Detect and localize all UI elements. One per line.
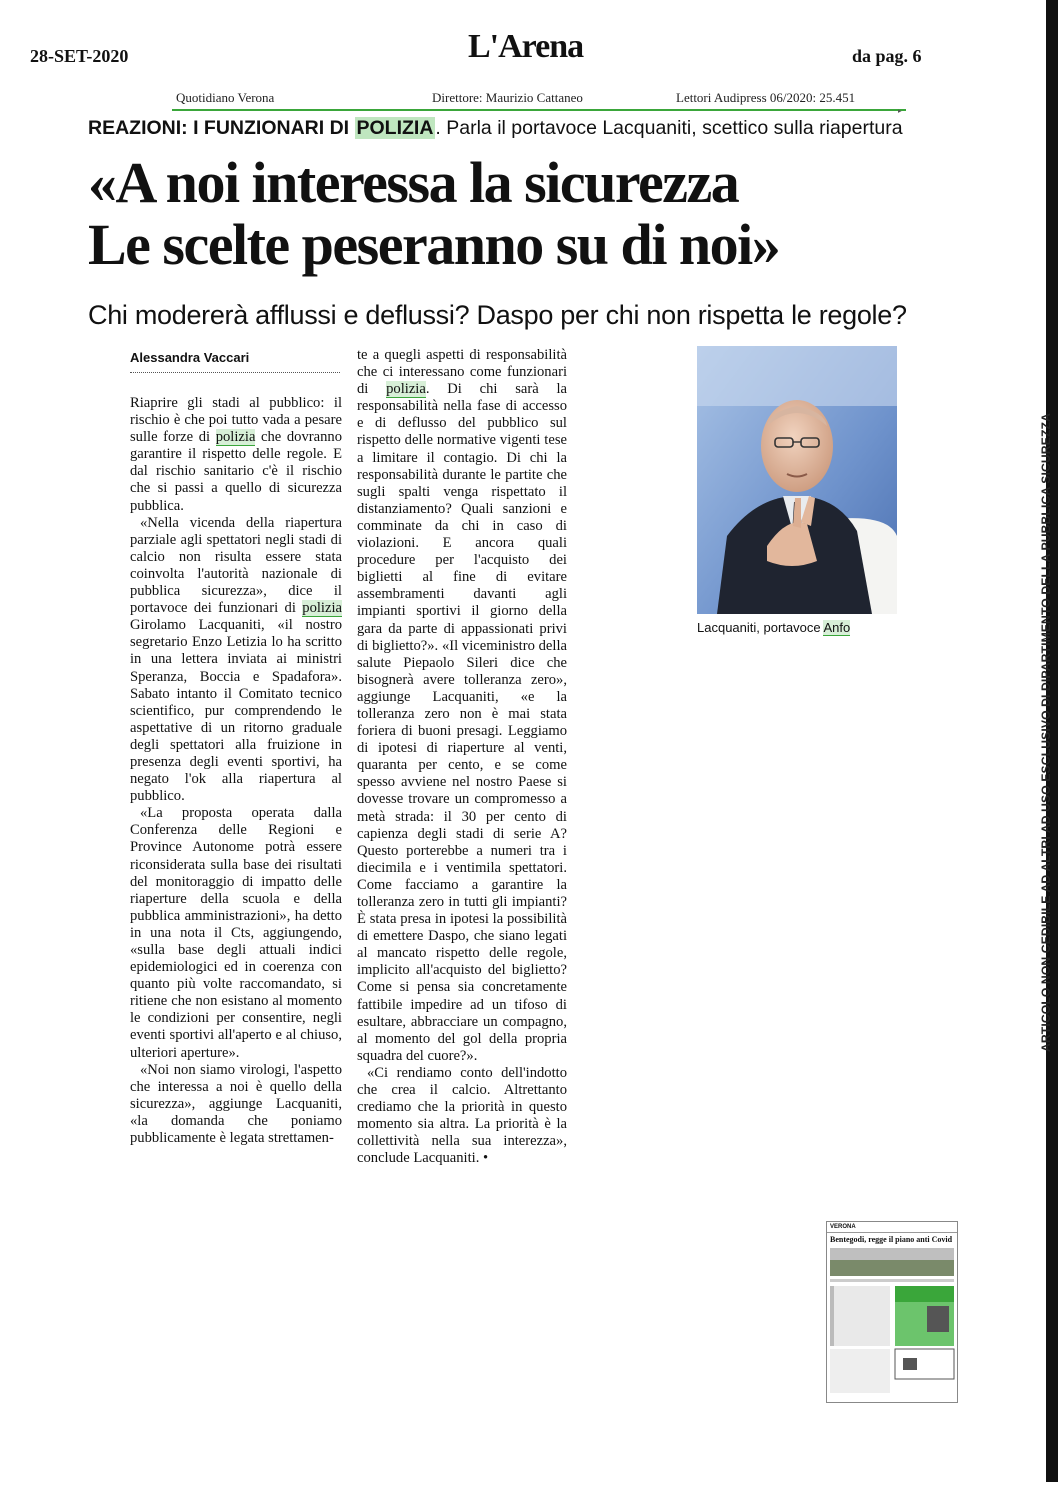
article-kicker <box>88 117 918 140</box>
paragraph: «Ci rendiamo conto dell'indotto che crea il calcio. Altrettanto crediamo che la priorità in questo momento sia altra. La priorità è la collettività nella sua interezza», conclude Lacquaniti. • <box>357 1064 567 1167</box>
page-thumbnail <box>826 1221 958 1403</box>
sidebar-notice: ARTICOLO NON CEDIBILE AD ALTRI AD USO ESCLUSIVO DI DIPARTIMENTO DELLA PUBBLICA SICUREZZA <box>1039 413 1053 1052</box>
thumbnail-section: VERONA <box>827 1222 957 1233</box>
highlight-word: polizia <box>215 429 256 446</box>
paragraph: «La proposta operata dalla Conferenza delle Regioni e Province Autonome potrà essere riconsiderata sulla base dei risultati del monitoraggio di impatto delle riaperture della scuola e della pubblica amministrazioni», ha detto in una nota il Cts, aggiungendo, «sulla base degli attuali indici epidemiologici ed in coerenza con quanto più volte raccomandato, si ritiene che non esistano al momento le condizioni per consentire, negli eventi sportivi all'aperto e al chiuso, ulteriori aperture». <box>130 805 342 1061</box>
page-reference: da pag. 6 <box>852 46 922 66</box>
article-column-2 <box>357 347 567 1168</box>
kicker-highlight: POLIZIA <box>356 117 434 139</box>
kicker-rest: . Parla il portavoce Lacquaniti, scettico sulla riapertura <box>435 117 903 139</box>
subheadline: Chi modererà afflussi e deflussi? Daspo per chi non rispetta le regole? <box>88 300 907 330</box>
paragraph: «Noi non siamo virologi, l'aspetto che interessa a noi è quello della sicurezza», aggiunge Lacquaniti, «la domanda che poniamo pubblicamente è legata strettamen- <box>130 1061 342 1147</box>
photo-caption: Lacquaniti, portavoce Anfo <box>697 620 851 635</box>
corner-mark: ▸ <box>898 107 902 115</box>
paragraph: te a quegli aspetti di responsabilità che ci interessano come funzionari di polizia. Di chi sarà la responsabilità nella fase di accesso e di deflusso del pubblico sul rispetto delle normative vigenti tese a limitare il contagio. Di chi la responsabilità durante le partite che sugli spalti venga rispettato il distanziamento? Quali sanzioni e comminate da chi in caso di violazioni. E ancora quali procedure per l'acquisto dei biglietti al fine di evitare assembramenti davanti agli impianti sportivi il giorno della gara da parte di appassionati privi di biglietto?». «Il viceministro della salute Piepaolo Sileri dice che bisognerà avere tolleranza zero», aggiunge Lacquaniti, «e la tolleranza zero non è mai stata foriera di buoni presagi. Leggiamo di ipotesi di riaperture al venti, quaranta per cento, e se come spesso avviene nel nostro Paese si dovesse trovare un compromesso a metà strada: il 30 per cento di capienza degli stadi di serie A? Questo porterebbe a numeri tra i diecimila e i ventimila spettatori. Come facciamo a garantire la tolleranza zero in tutti gli impianti? È stata presa in ipotesi la possibilità di emettere Daspo, che siano legati al mancato rispetto delle regole, implicito all'acquisto del biglietto? Come si pensa sia concretamente fattibile impedire ad un tifoso di esultare, abbracciare un compagno, al momento del gol della propria squadra del cuore?». <box>357 347 567 1064</box>
paragraph: Riaprire gli stadi al pubblico: il rischio è che poi tutto vada a pesare sulle forze di polizia che dovranno garantire il rispetto delle regole. E dal rischio sanitario c'è il rischio che si passi a quello di sicurezza pubblica. <box>130 395 342 514</box>
publication-date: 28-SET-2020 <box>30 46 129 66</box>
headline <box>88 152 938 276</box>
info-rule <box>172 109 906 111</box>
headline-line-1: «A noi interessa la sicurezza <box>88 150 739 215</box>
portrait-illustration <box>697 346 897 614</box>
highlight-word: polizia <box>302 600 342 617</box>
kicker-bold: REAZIONI: I FUNZIONARI DI <box>88 117 355 139</box>
headline-line-2: Le scelte peseranno su di noi» <box>88 212 780 277</box>
newspaper-masthead: L'Arena <box>468 28 584 65</box>
info-type: Quotidiano Verona <box>176 90 275 105</box>
byline: Alessandra Vaccari <box>130 350 250 365</box>
info-director: Direttore: Maurizio Cattaneo <box>432 90 583 105</box>
paragraph: «Nella vicenda della riapertura parziale agli spettatori negli stadi di calcio non risulta essere stata coinvolta l'autorità nazionale di pubblica sicurezza», dice il portavoce dei funzionari di polizia Girolamo Lacquaniti, «il nostro segretario Enzo Letizia lo ha scritto in una lettera inviata ai ministri Speranza, Boccia e Spadafora». Sabato intanto il Comitato tecnico scientifico, pur comprendendo le aspettative di un ritorno graduale degli spettatori alla fruizione in presenza degli eventi sportivi, ha negato l'ok alla riapertura al pubblico. <box>130 514 342 805</box>
thumbnail-layout <box>827 1246 957 1396</box>
thumbnail-headline: Bentegodi, regge il piano anti Covid <box>830 1235 953 1244</box>
highlight-word: polizia <box>386 381 426 398</box>
info-readers: Lettori Audipress 06/2020: 25.451 <box>676 90 856 105</box>
sidebar-strip <box>1024 0 1058 1497</box>
article-column-1 <box>130 395 342 1147</box>
info-bar <box>172 90 906 108</box>
caption-credit: Anfo <box>823 620 851 635</box>
byline-rule <box>130 372 340 373</box>
portrait-photo <box>697 346 897 614</box>
